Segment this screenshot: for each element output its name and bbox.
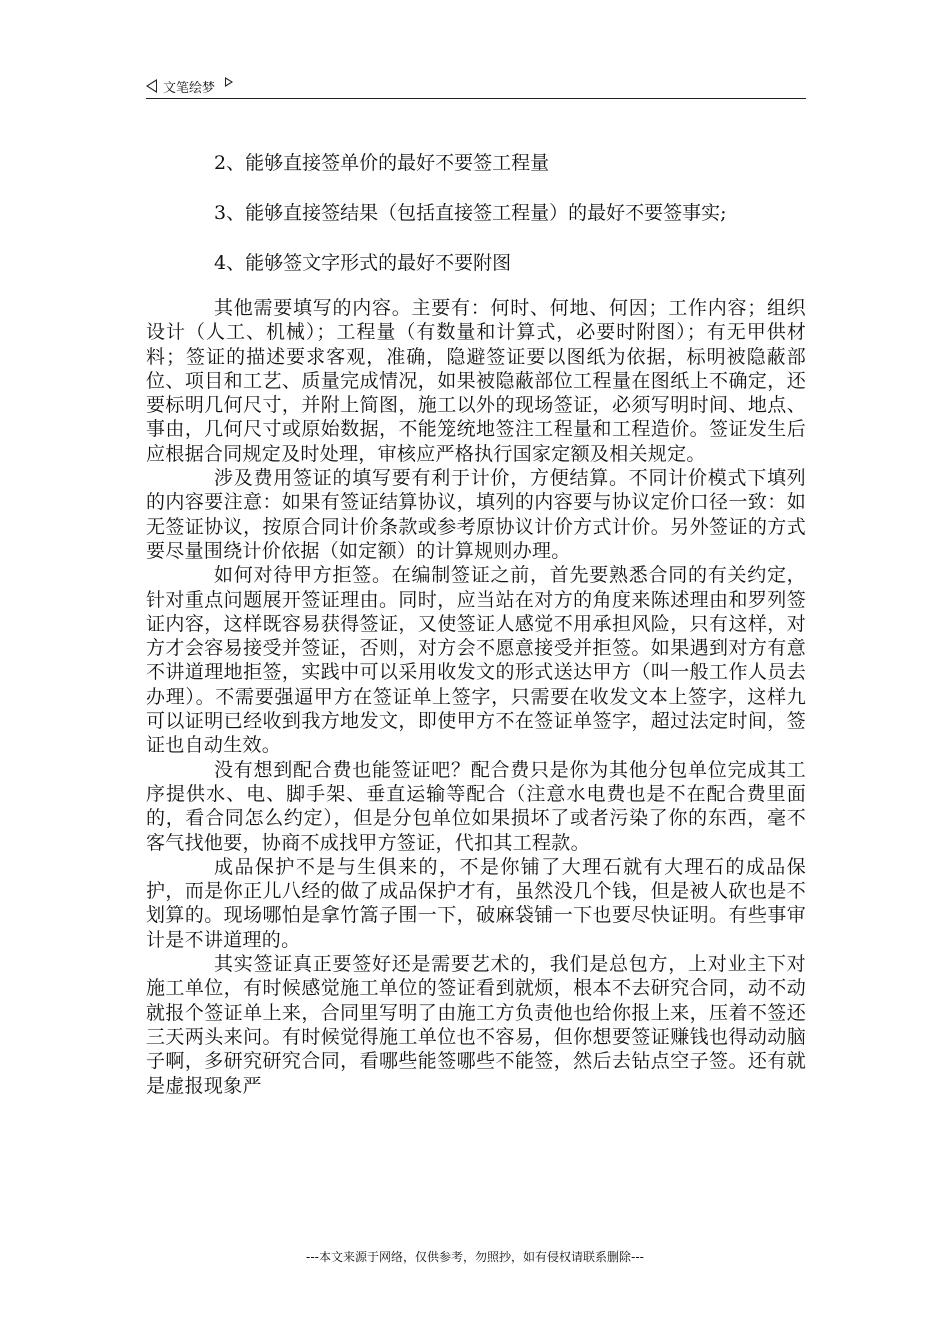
- page-header: [146, 74, 806, 99]
- paragraph: 其实签证真正要签好还是需要艺术的，我们是总包方，上对业主下对施工单位，有时候感觉施工单位的签证看到就烦，根本不去研究合同，动不动就报个签证单上来，合同里写明了由施工方负责他也给你报上来，压着不签还三天两头来问。有时候觉得施工单位也不容易，但你想要签证赚钱也得动动脑子啊，多研究研究合同，看哪些能签哪些不能签，然后去钻点空子签。还有就是虚报现象严: [146, 953, 806, 1097]
- list-item: 2、能够直接签单价的最好不要签工程量: [214, 152, 550, 174]
- paragraph: 其他需要填写的内容。主要有：何时、何地、何因；工作内容；组织设计（人工、机械）；工程量（有数量和计算式，必要时附图）；有无甲供材料；签证的描述要求客观，准确，隐避签证要以图纸为依据，标明被隐蔽部位、项目和工艺、质量完成情况，如果被隐蔽部位工程量在图纸上不确定，还要标明几何尺寸，并附上简图，施工以外的现场签证，必须写明时间、地点、事由，几何尺寸或原始数据，不能笼统地签注工程量和工程造价。签证发生后应根据合同规定及时处理，审核应严格执行国家定额及相关规定。: [146, 297, 806, 465]
- list-item: 3、能够直接签结果（包括直接签工程量）的最好不要签事实;: [214, 202, 727, 224]
- paragraph: 成品保护不是与生俱来的，不是你铺了大理石就有大理石的成品保护，而是你正儿八经的做了成品保护才有，虽然没几个钱，但是被人砍也是不划算的。现场哪怕是拿竹篙子围一下，破麻袋铺一下也要尽快证明。有些事审计是不讲道理的。: [146, 855, 806, 951]
- triangle-right-icon: [225, 77, 233, 87]
- document-body: [146, 296, 806, 1098]
- paragraph: 涉及费用签证的填写要有利于计价，方便结算。不同计价模式下填列的内容要注意：如果有签证结算协议，填列的内容要与协议定价口径一致：如无签证协议，按原合同计价条款或参考原协议计价方式计价。另外签证的方式要尽量围绕计价依据（如定额）的计算规则办理。: [146, 467, 806, 562]
- paragraph: 如何对待甲方拒签。在编制签证之前，首先要熟悉合同的有关约定，针对重点问题展开签证理由。同时，应当站在对方的角度来陈述理由和罗列签证内容，这样既容易获得签证，又使签证人感觉不用承担风险，只有这样，对方才会容易接受并签证，否则，对方会不愿意接受并拒签。如果遇到对方有意不讲道理地拒签，实践中可以采用收发文的形式送达甲方（叫一般工作人员去办理）。不需要强逼甲方在签证单上签字，只需要在收发文本上签字，这样九可以证明已经收到我方地发文，即使甲方不在签证单签字，超过法定时间，签证也自动生效。: [146, 564, 806, 757]
- triangle-left-icon: [146, 79, 157, 93]
- list-item: 4、能够签文字形式的最好不要附图: [214, 252, 512, 274]
- paragraph: 没有想到配合费也能签证吧？配合费只是你为其他分包单位完成其工序提供水、电、脚手架、垂直运输等配合（注意水电费也是不在配合费里面的，看合同怎么约定），但是分包单位如果损坏了或者污染了你的东西，毫不客气找他要，协商不成找甲方签证，代扣其工程款。: [146, 758, 806, 854]
- numbered-list: [146, 148, 806, 298]
- header-title: 文笔绘梦: [163, 80, 216, 96]
- page-footer: ---本文来源于网络，仅供参考，勿照抄，如有侵权请联系删除---: [306, 1250, 644, 1264]
